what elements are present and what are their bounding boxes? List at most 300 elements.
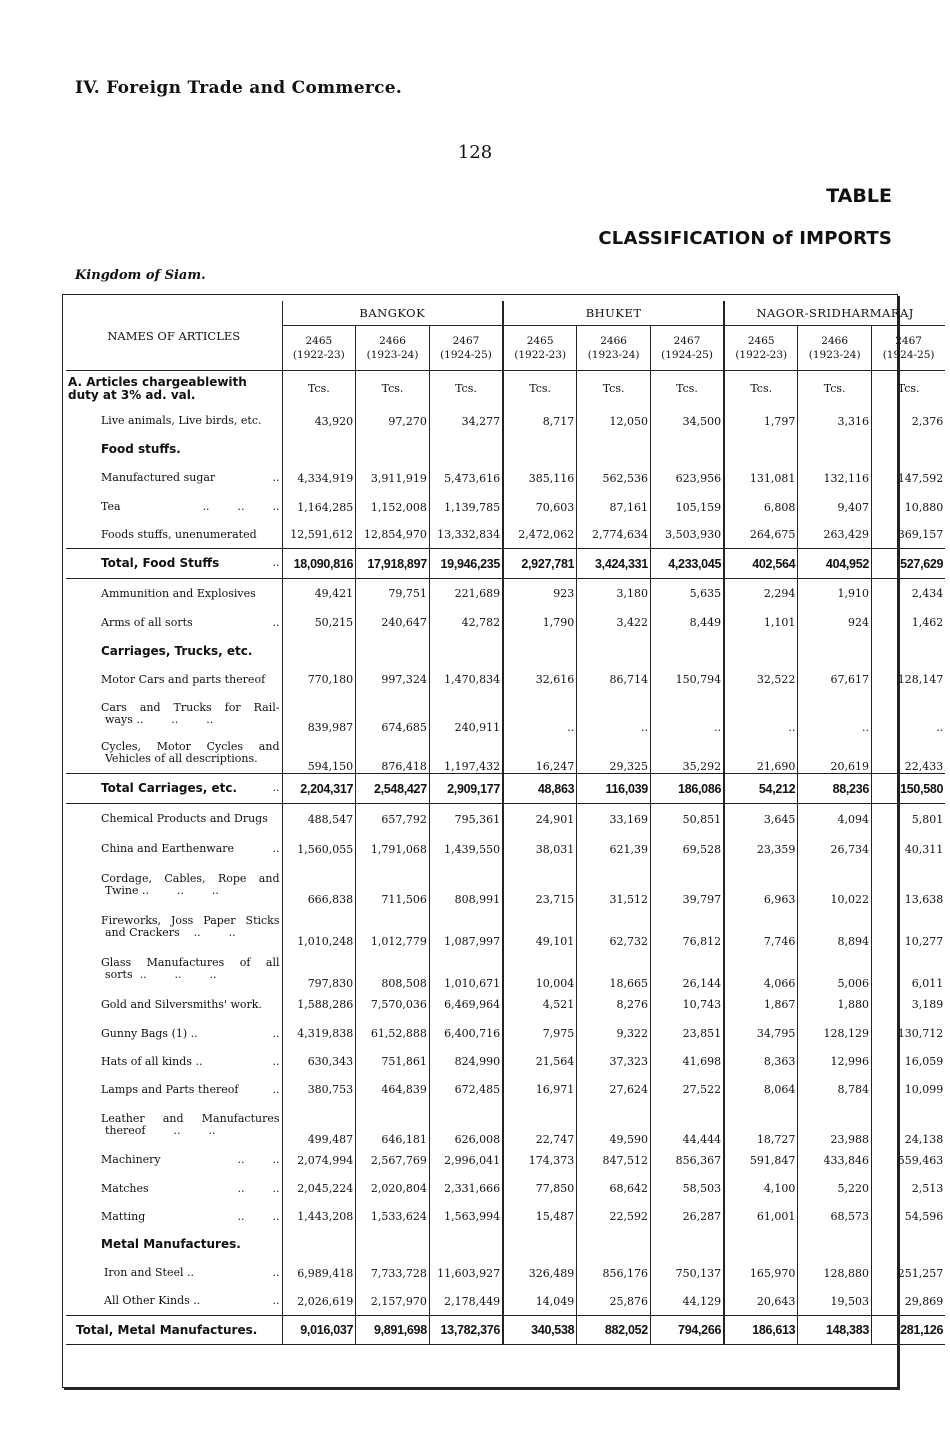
value-cell: 4,094 [798, 804, 872, 835]
year-ce: (1924-25) [661, 349, 713, 361]
value-cell: 49,421 [314, 587, 354, 601]
header-group-row [66, 301, 945, 326]
article-name [66, 371, 282, 407]
article-name [66, 666, 282, 694]
value-cell: 1,790 [503, 609, 577, 637]
value-cell: 750,137 [650, 1259, 724, 1288]
table-row [66, 609, 945, 637]
article-name [66, 1288, 282, 1316]
value-cell: 876,418 [356, 734, 430, 774]
leader-dots: .. .. [237, 1153, 280, 1166]
value-cell: 4,233,045 [650, 549, 724, 579]
article-label: Lamps and Parts thereof [101, 1082, 239, 1096]
value-cell: 9,891,698 [356, 1316, 430, 1345]
value-cell: 1,791,068 [356, 835, 430, 864]
value-cell: 808,991 [429, 864, 503, 906]
value-cell [872, 637, 946, 666]
value-cell: .. [577, 694, 651, 734]
value-cell: 5,006 [798, 948, 872, 990]
value-cell: 8,717 [503, 407, 577, 436]
article-label: Metal Manufactures. [101, 1237, 241, 1251]
value-cell: 23,988 [798, 1104, 872, 1146]
value-cell: .. [872, 694, 946, 734]
imports-table [66, 301, 945, 1345]
value-cell: 10,880 [872, 493, 946, 522]
value-cell: 3,316 [798, 407, 872, 436]
value-cell: 26,144 [650, 948, 724, 990]
year-ce: (1924-25) [440, 349, 492, 361]
value-cell: 9,016,037 [282, 1316, 356, 1345]
value-cell: 3,911,919 [356, 464, 430, 493]
value-cell: 16,247 [503, 734, 577, 774]
value-cell [724, 1231, 798, 1259]
value-cell: 1,443,208 [297, 1210, 354, 1223]
value-cell: 38,031 [503, 835, 577, 864]
table-row [66, 1020, 945, 1048]
article-name [66, 1104, 282, 1146]
value-cell: 221,689 [429, 579, 503, 609]
value-cell: 657,792 [356, 804, 430, 835]
year-header [282, 326, 356, 371]
value-cell: 128,880 [798, 1259, 872, 1288]
value-cell: 23,359 [724, 835, 798, 864]
value-cell: 674,685 [356, 694, 430, 734]
value-cell: 11,603,927 [429, 1259, 503, 1288]
leader-dots: .. [272, 556, 280, 569]
value-cell: 34,500 [650, 407, 724, 436]
table-row [66, 666, 945, 694]
article-label: A. Articles chargeablewith duty at 3% ad. val. [68, 374, 247, 402]
article-name [66, 774, 282, 804]
value-cell: 41,698 [650, 1048, 724, 1076]
value-cell: 380,753 [307, 1083, 354, 1096]
value-cell: 1,563,994 [429, 1203, 503, 1231]
value-cell: 499,487 [307, 1132, 354, 1146]
group-header: BANGKOK [282, 301, 503, 326]
value-cell: 8,784 [798, 1076, 872, 1104]
year-ce: (1922-23) [514, 349, 567, 361]
article-label: Glass Manufactures of all [101, 955, 280, 969]
value-cell: 923 [503, 579, 577, 609]
year-ce: (1922-23) [735, 349, 788, 361]
value-cell: 402,564 [724, 549, 798, 579]
value-cell: 4,066 [724, 948, 798, 990]
year-ce: (1924-25) [882, 349, 935, 361]
table-row [66, 1259, 945, 1288]
value-cell [282, 637, 356, 666]
value-cell: 251,257 [872, 1259, 946, 1288]
value-cell: 77,850 [503, 1175, 577, 1203]
year-be: 2465 [526, 335, 554, 347]
names-header: NAMES OF ARTICLES [66, 301, 282, 371]
leader-dots: .. .. [237, 1209, 280, 1223]
value-cell [356, 637, 430, 666]
leader-dots: .. [272, 1026, 280, 1040]
year-be: 2467 [673, 335, 701, 347]
value-cell: 23,715 [503, 864, 577, 906]
article-label: Total, Metal Manufactures. [76, 1322, 258, 1337]
value-cell: 626,008 [429, 1104, 503, 1146]
value-cell: 68,573 [798, 1203, 872, 1231]
value-cell: 12,050 [577, 407, 651, 436]
value-cell: 29,869 [872, 1288, 946, 1316]
value-cell: 3,645 [724, 804, 798, 835]
value-cell: 18,665 [577, 948, 651, 990]
value-cell: 808,508 [356, 948, 430, 990]
value-cell: 8,064 [724, 1076, 798, 1104]
unit-cell: Tcs. [577, 371, 651, 407]
article-label: Matches [101, 1181, 149, 1195]
year-header [724, 326, 798, 371]
value-cell: 97,270 [356, 407, 430, 436]
value-cell: 6,808 [724, 493, 798, 522]
value-cell: 10,022 [798, 864, 872, 906]
value-cell: .. [503, 694, 577, 734]
value-cell [872, 1231, 946, 1259]
table-row [66, 694, 945, 734]
value-cell: 240,911 [429, 694, 503, 734]
year-be: 2465 [305, 335, 333, 347]
value-cell: 12,996 [798, 1048, 872, 1076]
value-cell: 29,325 [577, 734, 651, 774]
leader-dots: .. [272, 1082, 280, 1096]
value-cell: 839,987 [307, 720, 354, 734]
value-cell [798, 1231, 872, 1259]
value-cell: 1,470,834 [429, 666, 503, 694]
section-title: IV. Foreign Trade and Commerce. [75, 78, 403, 98]
value-cell: 2,204,317 [282, 774, 356, 804]
value-cell: 9,407 [798, 493, 872, 522]
value-cell: 882,052 [577, 1316, 651, 1345]
year-header [798, 326, 872, 371]
value-cell: 88,236 [798, 774, 872, 804]
value-cell: 35,292 [650, 734, 724, 774]
value-cell: 13,332,834 [429, 522, 503, 549]
value-cell: 17,918,897 [356, 549, 430, 579]
value-cell: 43,920 [314, 414, 354, 428]
value-cell: 186,086 [650, 774, 724, 804]
value-cell: 5,801 [872, 804, 946, 835]
page-number: 128 [457, 142, 493, 163]
value-cell: 5,473,616 [429, 464, 503, 493]
kingdom-label: Kingdom of Siam. [75, 268, 206, 283]
article-name [66, 1231, 282, 1259]
article-label: Food stuffs. [101, 442, 181, 456]
article-name [66, 549, 282, 579]
table-row [66, 906, 945, 948]
value-cell: 672,485 [429, 1076, 503, 1104]
value-cell: 6,400,716 [429, 1020, 503, 1048]
value-cell: 621,39 [577, 835, 651, 864]
value-cell: 6,963 [724, 864, 798, 906]
value-cell: .. [798, 694, 872, 734]
value-cell [872, 436, 946, 464]
value-cell: 1,101 [724, 609, 798, 637]
article-name [66, 1020, 282, 1048]
value-cell: 433,846 [798, 1146, 872, 1175]
article-label: Iron and Steel .. [104, 1266, 194, 1279]
value-cell: 2,996,041 [429, 1146, 503, 1175]
article-label: Gold and Silversmiths' work. [101, 997, 262, 1011]
value-cell: 12,854,970 [356, 522, 430, 549]
table-row [66, 734, 945, 774]
value-cell: 464,839 [356, 1076, 430, 1104]
article-name [66, 694, 282, 734]
article-label-line2: Twine .. .. .. [105, 883, 219, 897]
value-cell: 24,138 [872, 1104, 946, 1146]
value-cell: 2,513 [872, 1175, 946, 1203]
value-cell [577, 637, 651, 666]
value-cell: 6,011 [872, 948, 946, 990]
value-cell: 2,074,994 [297, 1153, 354, 1167]
unit-cell: Tcs. [429, 371, 503, 407]
article-name [66, 990, 282, 1020]
leader-dots: .. [272, 1294, 280, 1308]
article-label: Hats of all kinds .. [101, 1054, 203, 1068]
year-be: 2466 [379, 335, 406, 347]
value-cell: 1,588,286 [297, 998, 354, 1011]
value-cell: 31,512 [577, 864, 651, 906]
value-cell [503, 436, 577, 464]
year-be: 2465 [747, 335, 775, 347]
table-row [66, 1288, 945, 1316]
unit-cell: Tcs. [724, 371, 798, 407]
value-cell: 8,449 [650, 609, 724, 637]
table-body [66, 371, 945, 1345]
value-cell: 1,797 [724, 407, 798, 436]
unit-cell: Tcs. [798, 371, 872, 407]
value-cell: 12,591,612 [290, 528, 354, 542]
value-cell: 594,150 [307, 760, 354, 773]
value-cell: 10,099 [872, 1076, 946, 1104]
article-name [66, 804, 282, 835]
value-cell: 150,794 [650, 666, 724, 694]
value-cell: 27,522 [650, 1076, 724, 1104]
value-cell: 1,439,550 [429, 835, 503, 864]
value-cell: 4,100 [724, 1175, 798, 1203]
value-cell: 16,059 [872, 1048, 946, 1076]
value-cell: 1,087,997 [429, 906, 503, 948]
value-cell: 404,952 [798, 549, 872, 579]
value-cell [429, 436, 503, 464]
year-header [577, 326, 651, 371]
value-cell: 3,422 [577, 609, 651, 637]
article-name [66, 1203, 282, 1231]
value-cell: 7,733,728 [356, 1259, 430, 1288]
value-cell: 186,613 [724, 1316, 798, 1345]
value-cell: 165,970 [724, 1259, 798, 1288]
table-row [66, 579, 945, 609]
value-cell: 87,161 [577, 493, 651, 522]
article-name [66, 609, 282, 637]
value-cell: 58,503 [650, 1175, 724, 1203]
value-cell: 1,139,785 [429, 493, 503, 522]
category-row [66, 637, 945, 666]
article-name [66, 1316, 282, 1345]
table-row [66, 1104, 945, 1146]
value-cell: 42,782 [429, 609, 503, 637]
value-cell: 1,533,624 [356, 1203, 430, 1231]
value-cell: 2,548,427 [356, 774, 430, 804]
year-ce: (1923-24) [587, 349, 640, 361]
table-row [66, 464, 945, 493]
value-cell: 20,619 [798, 734, 872, 774]
value-cell: 1,164,285 [297, 500, 354, 514]
table-label: TABLE [826, 185, 892, 207]
year-header [650, 326, 724, 371]
article-label: Machinery [101, 1153, 161, 1166]
value-cell: 591,847 [724, 1146, 798, 1175]
value-cell: 2,567,769 [356, 1146, 430, 1175]
leader-dots: .. [272, 781, 280, 794]
value-cell: 795,361 [429, 804, 503, 835]
year-be: 2467 [895, 335, 922, 347]
article-name [66, 835, 282, 864]
value-cell: 623,956 [650, 464, 724, 493]
value-cell: 70,603 [503, 493, 577, 522]
article-name [66, 436, 282, 464]
value-cell: 48,863 [503, 774, 577, 804]
article-name [66, 1076, 282, 1104]
value-cell: 2,331,666 [429, 1175, 503, 1203]
table-row [66, 371, 945, 407]
value-cell: 562,536 [577, 464, 651, 493]
value-cell: 1,880 [798, 990, 872, 1020]
value-cell: 33,169 [577, 804, 651, 835]
value-cell: 2,178,449 [429, 1288, 503, 1316]
value-cell: 2,020,804 [356, 1175, 430, 1203]
value-cell: 2,026,619 [297, 1294, 354, 1308]
value-cell: 5,220 [798, 1175, 872, 1203]
year-header [872, 326, 946, 371]
value-cell: 326,489 [503, 1259, 577, 1288]
unit-cell: Tcs. [503, 371, 577, 407]
value-cell: 385,116 [503, 464, 577, 493]
article-label: Live animals, Live birds, etc. [101, 414, 262, 427]
value-cell: 1,197,432 [429, 734, 503, 774]
article-label: China and Earthenware [101, 842, 235, 855]
article-name [66, 407, 282, 436]
value-cell: 150,580 [872, 774, 946, 804]
article-label: Motor Cars and parts thereof [101, 672, 266, 686]
value-cell: 1,560,055 [297, 842, 354, 856]
value-cell: 44,129 [650, 1288, 724, 1316]
value-cell [650, 637, 724, 666]
article-name [66, 493, 282, 522]
total-row [66, 549, 945, 579]
article-label: Carriages, Trucks, etc. [101, 643, 253, 658]
article-label: Cycles, Motor Cycles and [101, 740, 280, 754]
value-cell: 132,116 [798, 464, 872, 493]
year-header [503, 326, 577, 371]
value-cell: 6,469,964 [429, 990, 503, 1020]
value-cell: 105,159 [650, 493, 724, 522]
article-label: Leather and Manufactures [101, 1111, 280, 1125]
value-cell: 2,927,781 [503, 549, 577, 579]
value-cell: 666,838 [307, 892, 354, 906]
value-cell: 50,215 [314, 616, 354, 629]
value-cell: 2,472,062 [503, 522, 577, 549]
article-label: Manufactured sugar [101, 471, 216, 484]
value-cell: 794,266 [650, 1316, 724, 1345]
article-label: Total, Food Stuffs [101, 556, 220, 570]
value-cell [356, 436, 430, 464]
value-cell: 997,324 [356, 666, 430, 694]
table-row [66, 990, 945, 1020]
value-cell: 8,276 [577, 990, 651, 1020]
value-cell: 26,287 [650, 1203, 724, 1231]
value-cell: 32,616 [503, 666, 577, 694]
value-cell: 50,851 [650, 804, 724, 835]
value-cell: 86,714 [577, 666, 651, 694]
value-cell: 21,564 [503, 1048, 577, 1076]
value-cell: 79,751 [356, 579, 430, 609]
value-cell: 34,795 [724, 1020, 798, 1048]
value-cell: 39,797 [650, 864, 724, 906]
value-cell: 27,624 [577, 1076, 651, 1104]
value-cell: 2,434 [872, 579, 946, 609]
value-cell [724, 436, 798, 464]
value-cell: 240,647 [356, 609, 430, 637]
value-cell: 25,876 [577, 1288, 651, 1316]
group-header: NAGOR-SRIDHARMARAJ [724, 301, 945, 326]
article-label: All Other Kinds .. [104, 1294, 201, 1308]
value-cell: 8,363 [724, 1048, 798, 1076]
value-cell: 49,101 [503, 906, 577, 948]
leader-dots: .. [272, 615, 280, 629]
leader-dots: .. [272, 1266, 280, 1279]
table-row [66, 1146, 945, 1175]
value-cell: 15,487 [503, 1203, 577, 1231]
value-cell: 21,690 [724, 734, 798, 774]
value-cell [724, 637, 798, 666]
value-cell: 856,367 [650, 1146, 724, 1175]
article-name [66, 464, 282, 493]
category-row [66, 1231, 945, 1259]
value-cell: 1,867 [724, 990, 798, 1020]
value-cell: 116,039 [577, 774, 651, 804]
value-cell: 1,462 [872, 609, 946, 637]
value-cell: 3,180 [577, 579, 651, 609]
value-cell: 22,747 [503, 1104, 577, 1146]
value-cell: .. [724, 694, 798, 734]
value-cell: 824,990 [429, 1048, 503, 1076]
value-cell [282, 436, 356, 464]
value-cell [356, 1231, 430, 1259]
year-ce: (1923-24) [366, 349, 419, 361]
table-row [66, 1048, 945, 1076]
article-label-line2: ways .. .. .. [105, 712, 214, 726]
value-cell: 76,812 [650, 906, 724, 948]
leader-dots: .. [272, 842, 280, 855]
article-name [66, 906, 282, 948]
value-cell: 646,181 [356, 1104, 430, 1146]
year-be: 2466 [600, 335, 627, 347]
value-cell: 2,294 [724, 579, 798, 609]
value-cell: 7,975 [503, 1020, 577, 1048]
table-row [66, 864, 945, 906]
leader-dots: .. [272, 1054, 280, 1068]
value-cell: 711,506 [356, 864, 430, 906]
value-cell: 3,424,331 [577, 549, 651, 579]
value-cell: 18,090,816 [282, 549, 356, 579]
value-cell: 10,004 [503, 948, 577, 990]
value-cell: 7,570,036 [356, 990, 430, 1020]
value-cell: 13,782,376 [429, 1316, 503, 1345]
value-cell: 8,894 [798, 906, 872, 948]
value-cell: 32,522 [724, 666, 798, 694]
value-cell [798, 436, 872, 464]
